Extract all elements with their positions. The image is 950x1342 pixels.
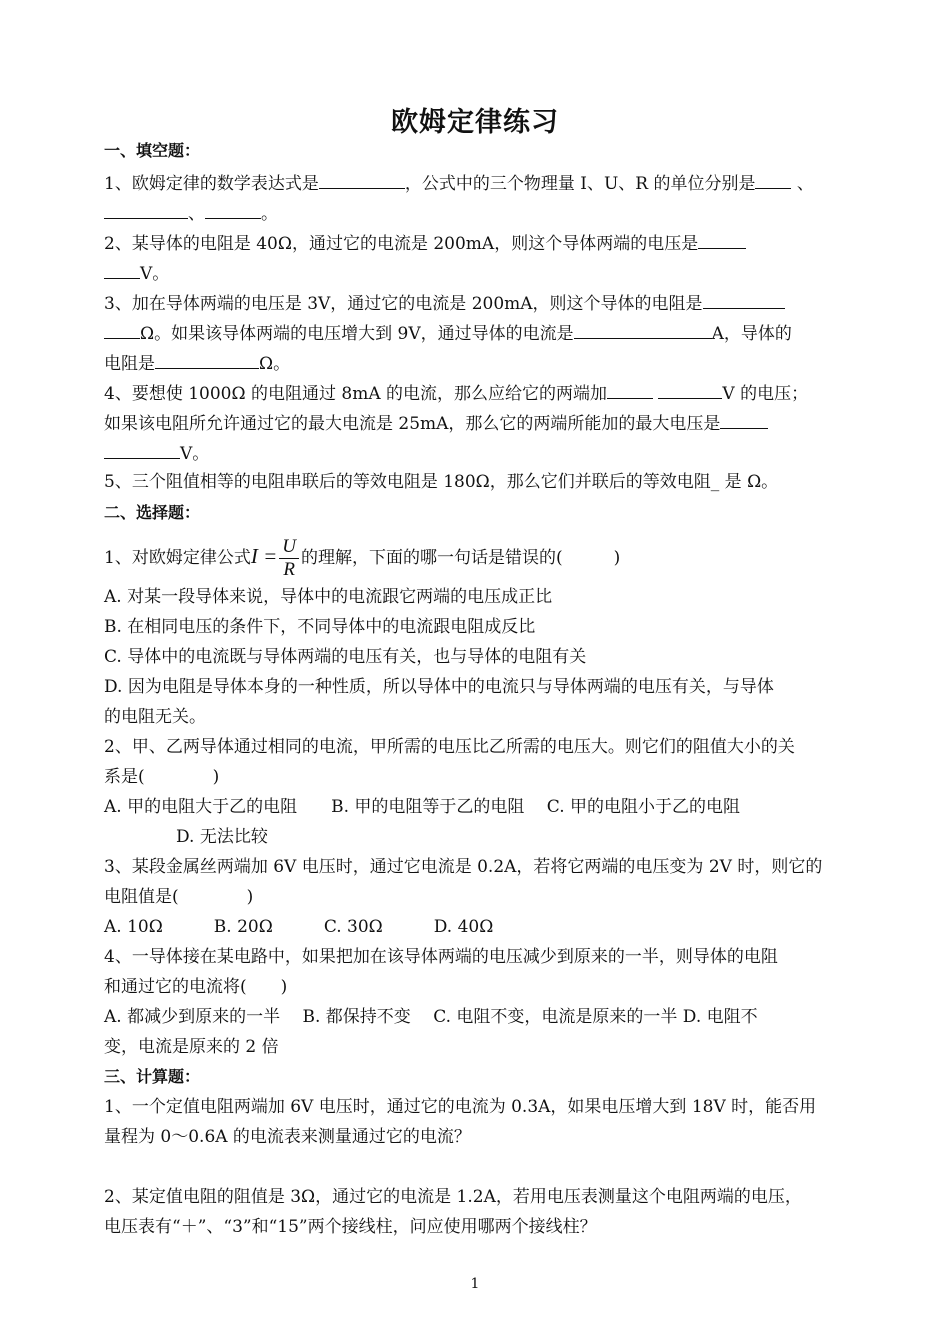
calc-q2-line2: 电压表有“＋”、“3”和“15”两个接线柱，问应使用哪两个接线柱？ [104, 1217, 597, 1237]
page-number: 1 [470, 1276, 480, 1292]
choice-q2-options-abc: A. 甲的电阻大于乙的电阻 B. 甲的电阻等于乙的电阻 C. 甲的电阻小于乙的电阻 [104, 797, 740, 817]
answer-blank[interactable] [755, 172, 791, 189]
answer-blank[interactable] [319, 172, 405, 189]
fill-q2-text-a: 2、某导体的电阻是 40Ω，通过它的电流是 200mA，则这个导体两端的电压是 [104, 234, 699, 254]
section-choice-heading: 二、选择题： [104, 503, 201, 522]
fill-q3-text-b: Ω。如果该导体两端的电压增大到 9V，通过导体的电流是 [140, 324, 574, 344]
answer-blank[interactable] [104, 262, 140, 279]
answer-blank[interactable] [104, 322, 140, 339]
fill-q2-line1 [104, 232, 864, 254]
choice-q1-option-d-line1: D. 因为电阻是导体本身的一种性质，所以导体中的电流只与导体两端的电压有关，与导体 [104, 677, 774, 697]
choice-q4-stem-line2: 和通过它的电流将( ) [104, 977, 288, 997]
fill-q4-text-b: V 的电压； [722, 384, 809, 404]
fill-q3-line1 [104, 292, 864, 314]
choice-q3-stem-line2: 电阻值是( ) [104, 887, 254, 907]
choice-q2-stem-line2: 系是( ) [104, 767, 220, 787]
fill-q4-line1 [104, 382, 864, 404]
fill-q4-line2 [104, 412, 864, 434]
answer-blank[interactable] [104, 442, 180, 459]
choice-q1-option-c: C. 导体中的电流既与导体两端的电压有关，也与导体的电阻有关 [104, 647, 587, 667]
fill-q3-text-e: Ω。 [259, 354, 291, 374]
fill-q3-text-a: 3、加在导体两端的电压是 3V，通过它的电流是 200mA，则这个导体的电阻是 [104, 294, 703, 314]
section-fill-heading: 一、填空题： [104, 141, 201, 160]
fill-q1-line1 [104, 172, 864, 194]
calc-q1-line2: 量程为 0～0.6A 的电流表来测量通过它的电流？ [104, 1127, 471, 1147]
fill-q3-line2 [104, 322, 864, 344]
page-title: 欧姆定律练习 [391, 107, 559, 138]
fill-q2-line2 [104, 262, 864, 284]
fill-q1-text-a: 1、欧姆定律的数学表达式是 [104, 174, 319, 194]
section-calc-heading: 三、计算题： [104, 1067, 201, 1086]
fill-q4-text-a: 4、要想使 1000Ω 的电阻通过 8mA 的电流，那么应给它的两端加 [104, 384, 608, 404]
fill-q3-line3 [104, 352, 864, 374]
choice-q2-option-d: D. 无法比较 [176, 827, 268, 847]
answer-blank[interactable] [720, 412, 768, 429]
choice-q1-option-d-line2: 的电阻无关。 [104, 707, 206, 727]
answer-blank[interactable] [205, 202, 261, 219]
formula-lhs: I = [250, 544, 278, 568]
fill-q1-text-d: 、 [188, 204, 205, 224]
fill-q1-line2 [104, 202, 864, 224]
answer-blank[interactable] [698, 232, 746, 249]
choice-q4-options-line1: A. 都减少到原来的一半 B. 都保持不变 C. 电阻不变，电流是原来的一半 D. 电阻不 [104, 1007, 758, 1027]
calc-q1-line1: 1、一个定值电阻两端加 6V 电压时，通过它的电流为 0.3A，如果电压增大到 18V 时，能否用 [104, 1097, 817, 1117]
answer-blank[interactable] [574, 322, 712, 339]
answer-blank[interactable] [155, 352, 259, 369]
choice-q1-text-a: 1、对欧姆定律公式 [104, 548, 251, 568]
fill-q4-text-c: 如果该电阻所允许通过它的最大电流是 25mA，那么它的两端所能加的最大电压是 [104, 414, 721, 434]
choice-q3-stem-line1: 3、某段金属丝两端加 6V 电压时，通过它电流是 0.2A，若将它两端的电压变为 2V 时，则它的 [104, 857, 823, 877]
fill-q1-text-e: 。 [261, 204, 278, 224]
fill-q3-text-d: 电阻是 [104, 354, 155, 374]
choice-q4-stem-line1: 4、一导体接在某电路中，如果把加在该导体两端的电压减少到原来的一半，则导体的电阻 [104, 947, 778, 967]
answer-blank[interactable] [703, 292, 785, 309]
fill-q1-text-c: 、 [791, 174, 814, 194]
fill-q5: 5、三个阻值相等的电阻串联后的等效电阻是 180Ω，那么它们并联后的等效电阻_ 是 Ω。 [104, 472, 779, 492]
answer-blank[interactable] [104, 202, 188, 219]
fill-q3-text-c: A，导体的 [711, 324, 792, 344]
formula-numerator: U [279, 536, 299, 559]
choice-q1-text-b: 的理解，下面的哪一句话是错误的( ) [300, 548, 621, 568]
fill-q1-text-b: ，公式中的三个物理量 I、U、R 的单位分别是 [404, 174, 756, 194]
formula-fraction [279, 536, 299, 581]
answer-blank[interactable] [607, 382, 653, 399]
choice-q1-stem [104, 532, 864, 580]
answer-blank[interactable] [658, 382, 722, 399]
choice-q3-options: A. 10Ω B. 20Ω C. 30Ω D. 40Ω [104, 917, 494, 937]
choice-q4-options-line2: 变，电流是原来的 2 倍 [104, 1037, 279, 1057]
fill-q4-text-d: V。 [180, 444, 210, 464]
fill-q2-text-b: V。 [140, 264, 170, 284]
fill-q4-line3 [104, 442, 864, 464]
choice-q2-stem-line1: 2、甲、乙两导体通过相同的电流，甲所需的电压比乙所需的电压大。则它们的阻值大小的关 [104, 737, 795, 757]
choice-q1-option-b: B. 在相同电压的条件下，不同导体中的电流跟电阻成反比 [104, 617, 536, 637]
calc-q2-line1: 2、某定值电阻的阻值是 3Ω，通过它的电流是 1.2A，若用电压表测量这个电阻两端的电压， [104, 1187, 802, 1207]
formula-denominator: R [283, 559, 295, 580]
choice-q1-option-a: A. 对某一段导体来说，导体中的电流跟它两端的电压成正比 [104, 587, 553, 607]
